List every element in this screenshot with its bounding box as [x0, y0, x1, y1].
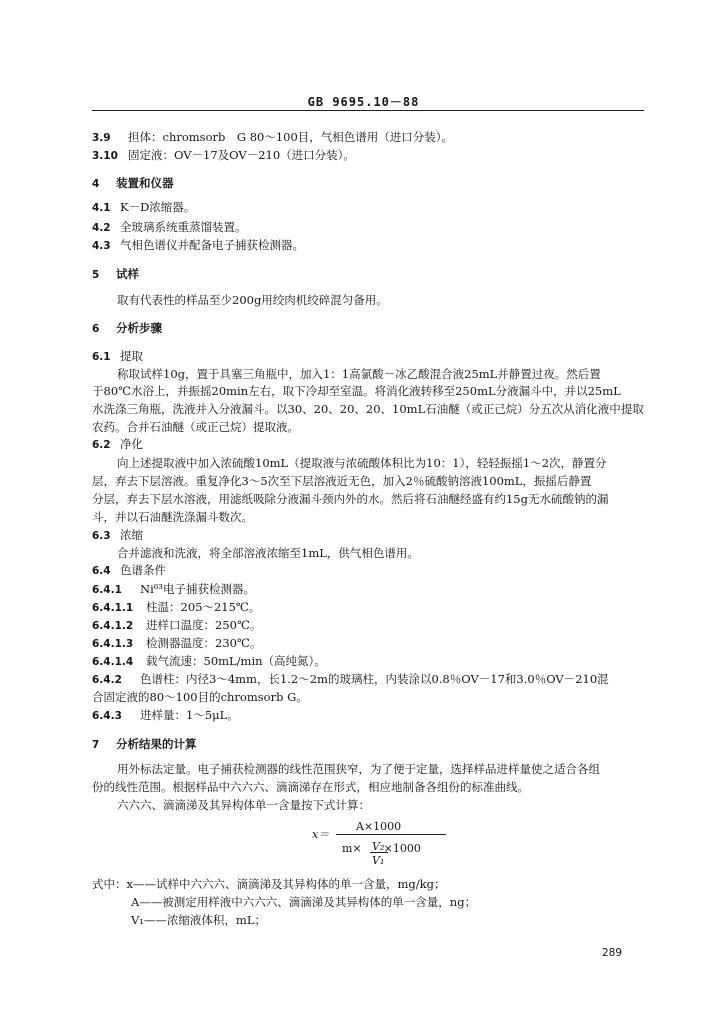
clause-number: 6 [92, 323, 100, 335]
clause-number: 4.1 [92, 202, 111, 214]
clause-text: 农药。合并石油醚（或正己烷）提取液。 [92, 420, 299, 434]
clause-text: 六六六、滴滴涕及其异构体单一含量按下式计算： [117, 798, 370, 812]
text-line [92, 384, 621, 398]
clause-number: 6.4.2 [92, 674, 122, 686]
text-line [92, 200, 195, 215]
text-line [92, 877, 445, 891]
text-line [92, 267, 139, 282]
clause-text: 固定液：OV－17及OV－210（进口分装）。 [128, 148, 355, 162]
clause-text: Ni⁶³电子捕获检测器。 [140, 582, 255, 596]
clause-number: 4.3 [92, 240, 111, 252]
clause-number: 6.4.1 [92, 584, 122, 596]
text-line [131, 895, 476, 909]
clause-number: 6.3 [92, 530, 111, 542]
text-line [92, 321, 162, 336]
clause-text: 担体：chromsorb G 80～100目，气相色谱用（进口分装）。 [128, 130, 454, 144]
clause-text: 载气流速：50mL/min（高纯氮）。 [146, 654, 326, 668]
text-line [92, 349, 143, 364]
text-line [92, 708, 239, 723]
clause-text: 净化 [120, 437, 143, 451]
formula-numerator: A×1000 [356, 820, 402, 833]
text-line [92, 654, 326, 669]
clause-text: 用外标法定量。电子捕获检测器的线性范围狭窄，为了便于定量，选择样品进样量使之适合各组 [117, 762, 600, 776]
clause-text: 合固定液的80～100目的chromsorb G。 [92, 690, 308, 704]
text-line [92, 672, 609, 687]
clause-number: 4 [92, 178, 100, 190]
clause-text: 装置和仪器 [116, 176, 174, 190]
clause-text: 气相色谱仪并配备电子捕获检测器。 [120, 238, 304, 252]
clause-text: 分层，弃去下层水溶液，用滤纸吸除分液漏斗颈内外的水。然后将石油醚经盛有约15g无水硫酸钠的漏 [92, 492, 609, 506]
clause-number: 3.9 [92, 132, 111, 144]
clause-number: 6.4 [92, 565, 111, 577]
clause-text: 层，弃去下层溶液。重复净化3～5次至下层溶液近无色，加入2％硫酸钠溶液100mL，振摇后静置 [92, 474, 592, 488]
clause-text: 取有代表性的样品至少200g用绞肉机绞碎混匀备用。 [117, 293, 388, 307]
clause-text: 斗，并以石油醚洗涤漏斗数次。 [92, 510, 253, 524]
page-number: 289 [602, 947, 623, 959]
clause-text: 份的线性范围。根据样品中六六六、滴滴涕存在形式，相应地制备各组份的标准曲线。 [92, 780, 529, 794]
text-line [92, 618, 261, 633]
text-line [92, 690, 308, 704]
clause-text: 进样量：1～5μL。 [140, 708, 239, 722]
text-line [92, 420, 299, 434]
clause-text: 分析步骤 [116, 321, 162, 335]
clause-number: 6.4.1.3 [92, 638, 134, 650]
header-rule [92, 110, 644, 111]
formula-inner-bar [370, 852, 388, 853]
text-line [92, 636, 261, 651]
text-line [92, 510, 253, 524]
clause-text: 柱温：205～215℃。 [146, 600, 261, 614]
formula-fraction-bar [336, 834, 446, 835]
clause-text: 式中：x——试样中六六六、滴滴涕及其异构体的单一含量，mg/kg； [92, 877, 446, 891]
clause-number: 6.1 [92, 351, 111, 363]
text-line [92, 402, 644, 416]
text-line [117, 367, 601, 381]
clause-text: A——被测定用样液中六六六、滴滴涕及其异构体的单一含量，ng； [131, 895, 477, 909]
text-line [117, 456, 607, 470]
text-line [92, 780, 529, 794]
text-line [92, 130, 453, 145]
clause-text: 合并滤液和洗液，将全部溶液浓缩至1mL，供气相色谱用。 [117, 546, 419, 560]
formula-v1: V₁ [372, 854, 385, 867]
formula-lhs: x＝ [312, 828, 330, 841]
text-line [92, 563, 166, 578]
text-line [92, 176, 174, 191]
clause-text: 检测器温度：230℃。 [146, 636, 262, 650]
clause-number: 6.4.3 [92, 710, 122, 722]
text-line [92, 220, 247, 235]
text-line [92, 492, 609, 506]
clause-text: 色谱柱：内径3～4mm，长1.2～2m的玻璃柱，内装涂以0.8％OV－17和3.0％OV－210混 [140, 672, 609, 686]
clause-text: 试样 [116, 267, 139, 281]
calculation-formula [312, 816, 472, 866]
formula-v2: V₂ [372, 840, 385, 853]
clause-text: 色谱条件 [120, 563, 166, 577]
text-line [131, 913, 266, 927]
clause-text: V₁——浓缩液体积，mL； [131, 913, 266, 927]
clause-text: 水洗涤三角瓶，洗液并入分液漏斗。以30、20、20、20、10mL石油醚（或正己烷）分五次从消化液中提取 [92, 402, 644, 416]
text-line [92, 582, 255, 597]
clause-number: 6.4.1.1 [92, 602, 134, 614]
clause-text: 浓缩 [120, 528, 143, 542]
clause-text: 称取试样10g，置于具塞三角瓶中，加入1：1高氯酸－冰乙酸混合液25mL并静置过夜。然后置 [117, 367, 601, 381]
clause-text: 于80℃水浴上，并振摇20min左右，取下冷却至室温。将消化液转移至250mL分液漏斗中，并以25mL [92, 384, 621, 398]
formula-den-left: m× [342, 842, 362, 855]
clause-text: 分析结果的计算 [116, 737, 197, 751]
clause-number: 6.4.1.4 [92, 656, 134, 668]
clause-text: 提取 [120, 349, 143, 363]
text-line [92, 437, 143, 452]
text-line [92, 600, 260, 615]
clause-text: K－D浓缩器。 [120, 200, 196, 214]
clause-text: 向上述提取液中加入浓硫酸10mL（提取液与浓硫酸体积比为10：1），轻轻振摇1～2次，静置分 [117, 456, 607, 470]
text-line [117, 546, 419, 560]
text-line [117, 798, 370, 812]
clause-number: 7 [92, 739, 100, 751]
text-line [92, 148, 355, 163]
text-line [92, 238, 304, 253]
text-line [92, 737, 197, 752]
text-line [117, 293, 388, 307]
clause-text: 全玻璃系统重蒸馏装置。 [120, 220, 247, 234]
formula-den-right: ×1000 [383, 842, 421, 855]
text-line [92, 474, 591, 488]
clause-number: 3.10 [92, 150, 118, 162]
clause-number: 6.2 [92, 439, 111, 451]
clause-number: 6.4.1.2 [92, 620, 134, 632]
clause-number: 5 [92, 269, 100, 281]
standard-header: GB 9695.10－88 [307, 95, 420, 109]
clause-text: 进样口温度：250℃。 [146, 618, 262, 632]
text-line [117, 762, 600, 776]
clause-number: 4.2 [92, 222, 111, 234]
text-line [92, 528, 143, 543]
